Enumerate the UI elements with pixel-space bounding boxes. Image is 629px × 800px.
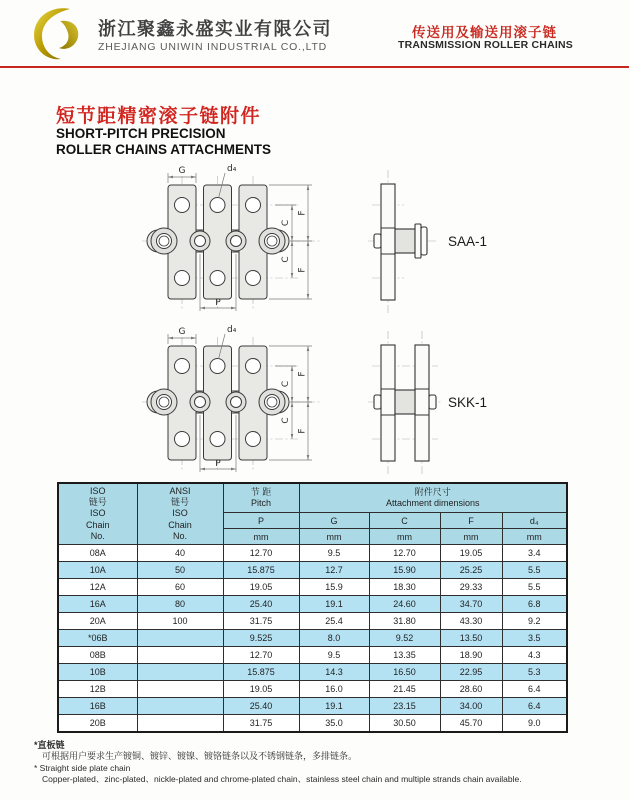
table-cell (137, 630, 223, 647)
dim-c-lower-label: C (281, 417, 291, 424)
table-row (58, 613, 567, 630)
unit-c: mm (369, 529, 440, 545)
table-cell: 6.4 (502, 698, 567, 715)
col1-cn-line2: 链号 (88, 497, 107, 508)
table-row (58, 698, 567, 715)
table-cell: 15.875 (223, 562, 299, 579)
table-cell: 6.4 (502, 681, 567, 698)
saa1-side-view-drawing (368, 162, 518, 322)
table-cell: 5.5 (502, 579, 567, 596)
table-cell: 28.60 (440, 681, 502, 698)
table-cell: 23.15 (369, 698, 440, 715)
footnote-en-body: Copper-plated、zinc-plated、nickle-plated and chrome-plated chain、stainless steel chain and multiple strands chain available. (42, 774, 522, 784)
dim-p-label: P (215, 298, 221, 308)
table-cell: 19.05 (223, 681, 299, 698)
dim-p-label: P (215, 459, 221, 469)
table-cell: 35.0 (299, 715, 369, 732)
page-title-en-line2: ROLLER CHAINS ATTACHMENTS (56, 142, 271, 157)
symbol-d4: d₄ (502, 513, 567, 529)
table-cell: 25.40 (223, 596, 299, 613)
col-header-iso-chain (58, 483, 137, 545)
table-cell: 50 (137, 562, 223, 579)
symbol-c: C (369, 513, 440, 529)
col1-en-line3: No. (90, 530, 105, 541)
table-cell: 4.3 (502, 647, 567, 664)
table-cell: 60 (137, 579, 223, 596)
table-row (58, 596, 567, 613)
table-cell: 43.30 (440, 613, 502, 630)
symbol-g: G (299, 513, 369, 529)
unit-d4: mm (502, 529, 567, 545)
table-cell: 19.1 (299, 698, 369, 715)
table-row (58, 715, 567, 732)
table-cell: 9.0 (502, 715, 567, 732)
table-cell: 25.40 (223, 698, 299, 715)
table-cell: 12A (58, 579, 137, 596)
table-cell: 100 (137, 613, 223, 630)
page-title-en-line1: SHORT-PITCH PRECISION (56, 126, 226, 141)
table-cell: 5.3 (502, 664, 567, 681)
table-cell: 19.05 (223, 579, 299, 596)
table-cell (137, 647, 223, 664)
dim-c-upper-label: C (281, 380, 291, 388)
footnote-cn-title: *直板链 (34, 740, 65, 750)
table-cell: 18.90 (440, 647, 502, 664)
spec-table-header (58, 483, 567, 545)
table-row (58, 562, 567, 579)
footnote-en-title: * Straight side plate chain (34, 763, 131, 773)
table-cell: 16.0 (299, 681, 369, 698)
pitch-cn: 节 距 (250, 486, 272, 497)
company-name-en: ZHEJIANG UNIWIN INDUSTRIAL CO.,LTD (98, 41, 328, 53)
table-row (58, 545, 567, 562)
symbol-f: F (440, 513, 502, 529)
table-cell: 40 (137, 545, 223, 562)
table-row (58, 579, 567, 596)
table-cell: 12.70 (223, 545, 299, 562)
table-cell: 25.25 (440, 562, 502, 579)
col2-en-line2: Chain (168, 519, 192, 530)
table-cell: 5.5 (502, 562, 567, 579)
table-cell: 18.30 (369, 579, 440, 596)
table-cell: 34.00 (440, 698, 502, 715)
table-cell: 12.70 (223, 647, 299, 664)
table-cell: 6.8 (502, 596, 567, 613)
dim-g-label: G (178, 166, 186, 176)
dim-g-label: G (178, 327, 186, 337)
table-cell: 19.05 (440, 545, 502, 562)
table-cell: 34.70 (440, 596, 502, 613)
table-cell: 10B (58, 664, 137, 681)
table-row (58, 647, 567, 664)
attach-en: Attachment dimensions (386, 498, 480, 508)
dim-c-upper-label: C (281, 219, 291, 227)
table-cell: *06B (58, 630, 137, 647)
table-cell: 3.4 (502, 545, 567, 562)
dim-f-lower-label: F (297, 428, 308, 434)
table-cell: 19.1 (299, 596, 369, 613)
table-cell: 15.90 (369, 562, 440, 579)
col-header-pitch (223, 483, 299, 513)
unit-p: mm (223, 529, 299, 545)
model-label-saa1: SAA-1 (448, 234, 488, 249)
dim-c-lower-label: C (281, 256, 291, 263)
product-line-cn: 传送用及输送用滚子链 (412, 25, 557, 40)
col1-en-line2: Chain (85, 519, 110, 530)
pitch-en: Pitch (250, 498, 271, 508)
table-cell: 9.52 (369, 630, 440, 647)
table-cell: 16.50 (369, 664, 440, 681)
table-cell: 10A (58, 562, 137, 579)
table-cell: 16B (58, 698, 137, 715)
table-cell: 3.5 (502, 630, 567, 647)
table-cell: 12.70 (369, 545, 440, 562)
spec-table (57, 482, 568, 733)
table-cell: 22.95 (440, 664, 502, 681)
unit-f: mm (440, 529, 502, 545)
spec-table-body (58, 545, 567, 732)
attach-cn: 附件尺寸 (414, 486, 451, 497)
col-header-ansi-chain (137, 483, 223, 545)
header-divider (0, 66, 629, 68)
dim-d4-label: d₄ (227, 164, 237, 174)
table-cell: 13.35 (369, 647, 440, 664)
table-cell: 8.0 (299, 630, 369, 647)
dim-f-upper-label: F (297, 371, 308, 377)
table-cell (137, 681, 223, 698)
col2-cn-line1: ANSI (169, 485, 191, 496)
saa1-front-view-drawing (140, 162, 325, 322)
col1-cn-line1: ISO (89, 485, 106, 496)
col2-cn-line2: 链号 (170, 497, 189, 508)
table-row (58, 664, 567, 681)
table-cell: 15.875 (223, 664, 299, 681)
skk1-side-view-drawing (368, 323, 518, 483)
dim-f-lower-label: F (297, 267, 308, 273)
table-cell: 12B (58, 681, 137, 698)
symbol-p: P (223, 513, 299, 529)
table-cell: 21.45 (369, 681, 440, 698)
model-label-skk1: SKK-1 (448, 395, 488, 410)
table-cell: 20A (58, 613, 137, 630)
table-cell: 12.7 (299, 562, 369, 579)
table-cell: 13.50 (440, 630, 502, 647)
footnote-cn-body: 可根据用户要求生产镀铜、镀锌、镀镍、镀铬链条以及不锈钢链条，多排链条。 (42, 751, 358, 761)
table-cell: 08A (58, 545, 137, 562)
table-cell (137, 715, 223, 732)
skk1-front-view-drawing (140, 323, 325, 483)
table-cell: 31.80 (369, 613, 440, 630)
company-name-cn: 浙江聚鑫永盛实业有限公司 (98, 19, 332, 39)
unit-g: mm (299, 529, 369, 545)
table-cell: 9.2 (502, 613, 567, 630)
table-cell: 9.5 (299, 647, 369, 664)
table-cell: 9.5 (299, 545, 369, 562)
table-cell: 15.9 (299, 579, 369, 596)
col2-en-line1: ISO (172, 508, 188, 519)
table-cell: 29.33 (440, 579, 502, 596)
table-cell: 31.75 (223, 613, 299, 630)
dim-d4-label: d₄ (227, 325, 237, 335)
table-cell: 14.3 (299, 664, 369, 681)
product-line-en: TRANSMISSION ROLLER CHAINS (398, 39, 573, 51)
table-cell: 16A (58, 596, 137, 613)
company-logo-icon (30, 5, 94, 63)
col2-en-line3: No. (172, 530, 187, 541)
table-cell: 31.75 (223, 715, 299, 732)
table-cell: 80 (137, 596, 223, 613)
table-cell: 20B (58, 715, 137, 732)
col1-en-line1: ISO (89, 508, 106, 519)
dim-f-upper-label: F (297, 210, 308, 216)
page-title-cn: 短节距精密滚子链附件 (56, 106, 262, 127)
table-row (58, 681, 567, 698)
table-cell (137, 698, 223, 715)
table-cell: 30.50 (369, 715, 440, 732)
table-cell: 45.70 (440, 715, 502, 732)
table-cell: 08B (58, 647, 137, 664)
col-header-attachment-dimensions (299, 483, 567, 513)
table-cell: 25.4 (299, 613, 369, 630)
table-row (58, 630, 567, 647)
table-cell (137, 664, 223, 681)
table-cell: 24.60 (369, 596, 440, 613)
table-cell: 9.525 (223, 630, 299, 647)
